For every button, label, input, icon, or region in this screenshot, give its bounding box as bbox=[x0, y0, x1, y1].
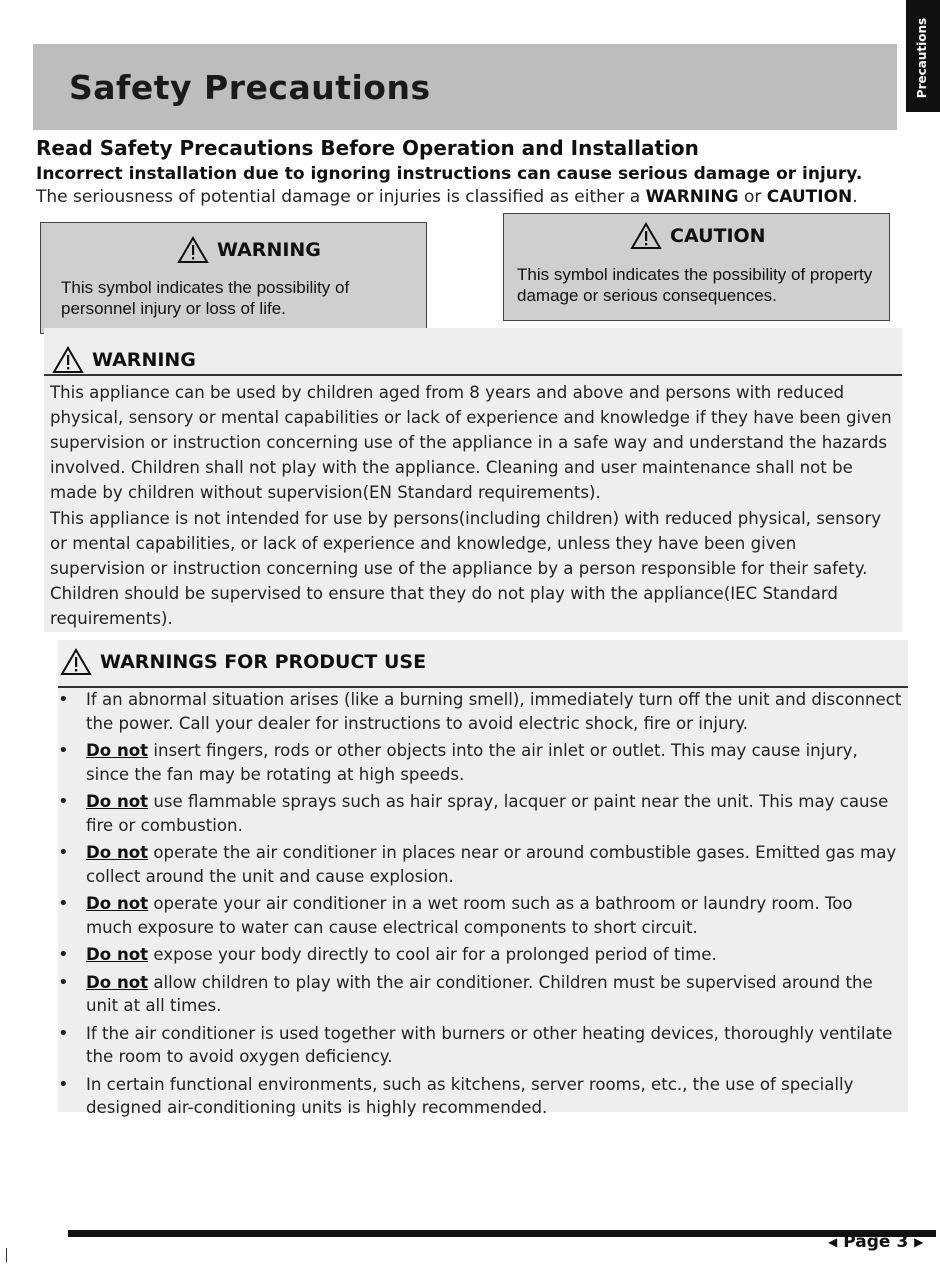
intro-warning-word: WARNING bbox=[645, 187, 739, 207]
caution-symbol-title: CAUTION bbox=[670, 225, 766, 247]
bullet: • bbox=[58, 1073, 69, 1095]
bullet: • bbox=[58, 791, 69, 812]
product-use-title: WARNINGS FOR PRODUCT USE bbox=[100, 651, 427, 673]
warning-symbol-text: This symbol indicates the possibility of personnel injury or loss of life. bbox=[61, 278, 350, 318]
do-not-label: Do not bbox=[86, 894, 149, 913]
warning-panel bbox=[44, 328, 902, 632]
incorrect-installation-heading: Incorrect installation due to ignoring instructions can cause serious damage or injury. bbox=[36, 164, 863, 184]
list-item bbox=[58, 971, 904, 1018]
footer-rule bbox=[68, 1230, 936, 1237]
list-item bbox=[58, 688, 904, 735]
bullet: • bbox=[58, 1022, 69, 1044]
list-item bbox=[58, 841, 904, 888]
caution-symbol-heading bbox=[630, 222, 766, 250]
bullet: • bbox=[58, 689, 69, 710]
item-text: operate the air conditioner in places near or around combustible gases. Emitted gas may collect around the unit and cause explosion. bbox=[86, 843, 897, 886]
list-item bbox=[58, 739, 904, 786]
caution-symbol-box bbox=[503, 213, 890, 321]
warning-triangle-icon bbox=[52, 346, 84, 374]
next-page-arrow-icon: ▶ bbox=[914, 1235, 924, 1249]
do-not-label: Do not bbox=[86, 843, 149, 862]
warning-panel-title: WARNING bbox=[92, 349, 196, 371]
do-not-label: Do not bbox=[86, 792, 149, 811]
do-not-label: Do not bbox=[86, 945, 149, 964]
list-item bbox=[58, 943, 904, 967]
bullet: • bbox=[58, 842, 69, 863]
caution-symbol-text: This symbol indicates the possibility of property damage or serious consequences. bbox=[517, 265, 873, 305]
list-item bbox=[58, 1073, 904, 1120]
section-tab bbox=[906, 0, 940, 112]
intro-or-word: or bbox=[743, 187, 762, 207]
page-number bbox=[828, 1232, 923, 1252]
warning-triangle-icon bbox=[60, 648, 92, 676]
product-use-heading bbox=[60, 648, 426, 676]
warning-panel-heading bbox=[52, 346, 196, 374]
warning-symbol-title: WARNING bbox=[217, 239, 321, 261]
item-text: use flammable sprays such as hair spray, lacquer or paint near the unit. This may cause fire or combustion. bbox=[86, 792, 889, 835]
bullet: • bbox=[58, 893, 69, 914]
item-text: operate your air conditioner in a wet room such as a bathroom or laundry room. Too much exposure to water can cause electrical components to short circuit. bbox=[86, 894, 853, 937]
warning-divider bbox=[44, 374, 902, 376]
product-use-panel bbox=[58, 640, 908, 1117]
item-text: allow children to play with the air conditioner. Children must be supervised around the unit at all times. bbox=[86, 972, 873, 1015]
item-text: insert fingers, rods or other objects into the air inlet or outlet. This may cause injury, since the fan may be rotating at high speeds. bbox=[86, 741, 858, 784]
item-text: If the air conditioner is used together with burners or other heating devices, thoroughly ventilate the room to avoid oxygen deficiency. bbox=[86, 1023, 893, 1066]
bullet: • bbox=[58, 944, 69, 965]
do-not-label: Do not bbox=[86, 972, 149, 992]
list-item bbox=[58, 1022, 904, 1069]
classification-intro bbox=[36, 187, 858, 207]
section-tab-label: Precautions bbox=[915, 17, 929, 99]
title-band bbox=[33, 44, 897, 130]
bullet: • bbox=[58, 740, 69, 761]
item-text: In certain functional environments, such as kitchens, server rooms, etc., the use of specially designed air-conditioning units is highly recommended. bbox=[86, 1074, 854, 1117]
list-item bbox=[58, 892, 904, 939]
warning-symbol-heading bbox=[177, 236, 321, 264]
product-use-list bbox=[58, 688, 904, 1124]
warning-paragraph-iec: This appliance is not intended for use by persons(including children) with reduced physical, sensory or mental capabilities, or lack of experience and knowledge, unless they have been given supervision or instruction concerning use of the appliance by a person responsible for their safety. Children should be supervised to ensure that they do not play with the appliance(IEC Standard requirements). bbox=[50, 509, 882, 628]
read-before-heading: Read Safety Precautions Before Operation and Installation bbox=[36, 136, 699, 160]
bullet: • bbox=[58, 971, 69, 993]
scan-edge-mark bbox=[6, 1248, 7, 1262]
intro-period: . bbox=[852, 187, 858, 207]
warning-paragraph-en: This appliance can be used by children aged from 8 years and above and persons with reduced physical, sensory or mental capabilities or lack of experience and knowledge if they have been given supervision or instruction concerning use of the appliance in a safe way and understand the hazards involved. Children shall not play with the appliance. Cleaning and user maintenance shall not be made by children without supervision(EN Standard requirements). bbox=[50, 383, 892, 502]
prev-page-arrow-icon: ◀ bbox=[828, 1235, 838, 1249]
item-text: expose your body directly to cool air for a prolonged period of time. bbox=[153, 945, 717, 964]
warning-symbol-box bbox=[40, 222, 427, 334]
page-label: Page 3 bbox=[843, 1232, 909, 1252]
item-text: If an abnormal situation arises (like a burning smell), immediately turn off the unit and disconnect the power. Call your dealer for instructions to avoid electric shock, fire or injury. bbox=[86, 690, 902, 733]
list-item bbox=[58, 790, 904, 837]
page-title: Safety Precautions bbox=[69, 68, 431, 107]
warning-triangle-icon bbox=[630, 222, 662, 250]
intro-caution-word: CAUTION bbox=[766, 187, 853, 207]
do-not-label: Do not bbox=[86, 741, 149, 760]
warning-triangle-icon bbox=[177, 236, 209, 264]
intro-text: The seriousness of potential damage or injuries is classified as either a bbox=[36, 187, 641, 207]
